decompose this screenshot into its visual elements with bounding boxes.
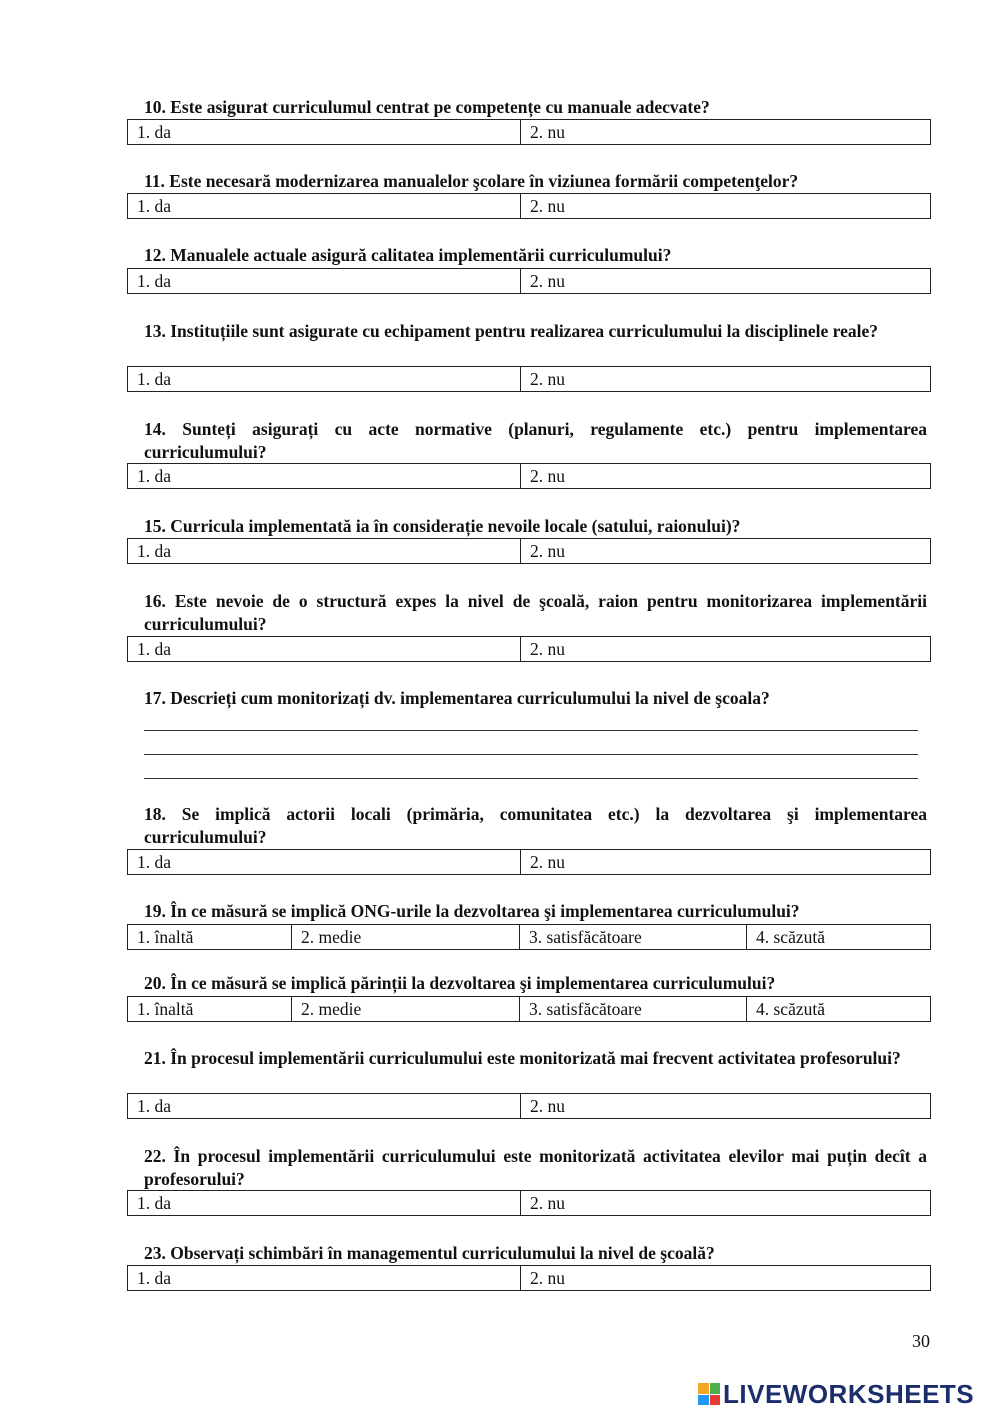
option-nu[interactable]: 2. nu	[530, 1268, 565, 1288]
option-da[interactable]: 1. da	[128, 194, 521, 218]
question-22: 22. În procesul implementării curriculumului este monitorizată activitatea elevilor mai puțin decît a profesorului?	[144, 1146, 927, 1189]
option-medie[interactable]: 2. medie	[292, 997, 520, 1021]
answer-row-21	[127, 1093, 931, 1119]
option-nu[interactable]: 2. nu	[530, 1096, 565, 1116]
question-21: 21. În procesul implementării curriculumului este monitorizată mai frecvent activitatea profesorului?	[144, 1048, 901, 1068]
answer-line[interactable]	[144, 730, 918, 731]
answer-row-20	[127, 996, 931, 1022]
option-da[interactable]: 1. da	[128, 637, 521, 661]
page-number: 30	[912, 1331, 930, 1351]
option-scazuta[interactable]: 4. scăzută	[756, 927, 825, 947]
option-da[interactable]: 1. da	[128, 539, 521, 563]
option-nu[interactable]: 2. nu	[530, 271, 565, 291]
answer-line[interactable]	[144, 754, 918, 755]
option-nu[interactable]: 2. nu	[530, 466, 565, 486]
option-nu[interactable]: 2. nu	[530, 196, 565, 216]
option-inalta[interactable]: 1. înaltă	[128, 997, 292, 1021]
answer-row-12	[127, 268, 931, 294]
option-da[interactable]: 1. da	[128, 367, 521, 391]
option-da[interactable]: 1. da	[128, 850, 521, 874]
answer-row-15	[127, 538, 931, 564]
option-nu[interactable]: 2. nu	[530, 541, 565, 561]
question-23: 23. Observați schimbări în managementul curriculumului la nivel de şcoală?	[144, 1243, 715, 1263]
answer-row-16	[127, 636, 931, 662]
question-15: 15. Curricula implementată ia în considerație nevoile locale (satului, raionului)?	[144, 516, 741, 536]
option-nu[interactable]: 2. nu	[530, 122, 565, 142]
question-10: 10. Este asigurat curriculumul centrat pe competențe cu manuale adecvate?	[144, 97, 710, 117]
answer-row-14	[127, 463, 931, 489]
question-17: 17. Descrieți cum monitorizați dv. implementarea curriculumului la nivel de şcoala?	[144, 688, 770, 708]
brand-name: LIVEWORKSHEETS	[723, 1378, 975, 1409]
option-da[interactable]: 1. da	[128, 1094, 521, 1118]
option-inalta[interactable]: 1. înaltă	[128, 925, 292, 949]
option-medie[interactable]: 2. medie	[292, 925, 520, 949]
answer-row-19	[127, 924, 931, 950]
liveworksheets-logo-icon	[698, 1383, 720, 1405]
option-nu[interactable]: 2. nu	[530, 639, 565, 659]
liveworksheets-brand	[698, 1380, 974, 1408]
option-da[interactable]: 1. da	[128, 120, 521, 144]
option-nu[interactable]: 2. nu	[530, 369, 565, 389]
option-scazuta[interactable]: 4. scăzută	[756, 999, 825, 1019]
option-da[interactable]: 1. da	[128, 1191, 521, 1215]
answer-row-18	[127, 849, 931, 875]
option-da[interactable]: 1. da	[128, 269, 521, 293]
option-nu[interactable]: 2. nu	[530, 852, 565, 872]
question-16: 16. Este nevoie de o structură expes la nivel de şcoală, raion pentru monitorizarea implementării curriculumului?	[144, 591, 927, 634]
question-13: 13. Instituțiile sunt asigurate cu echipament pentru realizarea curriculumului la disciplinele reale?	[144, 321, 879, 341]
question-19: 19. În ce măsură se implică ONG-urile la dezvoltarea şi implementarea curriculumului?	[144, 901, 800, 921]
answer-row-23	[127, 1265, 931, 1291]
question-12: 12. Manualele actuale asigură calitatea implementării curriculumului?	[144, 245, 672, 265]
option-satisfacatoare[interactable]: 3. satisfăcătoare	[520, 925, 747, 949]
answer-row-13	[127, 366, 931, 392]
question-11: 11. Este necesară modernizarea manualelor şcolare în viziunea formării competenţelor?	[144, 171, 799, 191]
option-da[interactable]: 1. da	[128, 464, 521, 488]
option-nu[interactable]: 2. nu	[530, 1193, 565, 1213]
answer-row-10	[127, 119, 931, 145]
question-14: 14. Sunteți asigurați cu acte normative (planuri, regulamente etc.) pentru implementarea curriculumului?	[144, 419, 927, 462]
answer-row-11	[127, 193, 931, 219]
answer-line[interactable]	[144, 778, 918, 779]
option-da[interactable]: 1. da	[128, 1266, 521, 1290]
option-satisfacatoare[interactable]: 3. satisfăcătoare	[520, 997, 747, 1021]
question-18: 18. Se implică actorii locali (primăria, comunitatea etc.) la dezvoltarea şi implementarea curriculumului?	[144, 804, 927, 847]
question-20: 20. În ce măsură se implică părinții la dezvoltarea şi implementarea curriculumului?	[144, 973, 776, 993]
answer-row-22	[127, 1190, 931, 1216]
